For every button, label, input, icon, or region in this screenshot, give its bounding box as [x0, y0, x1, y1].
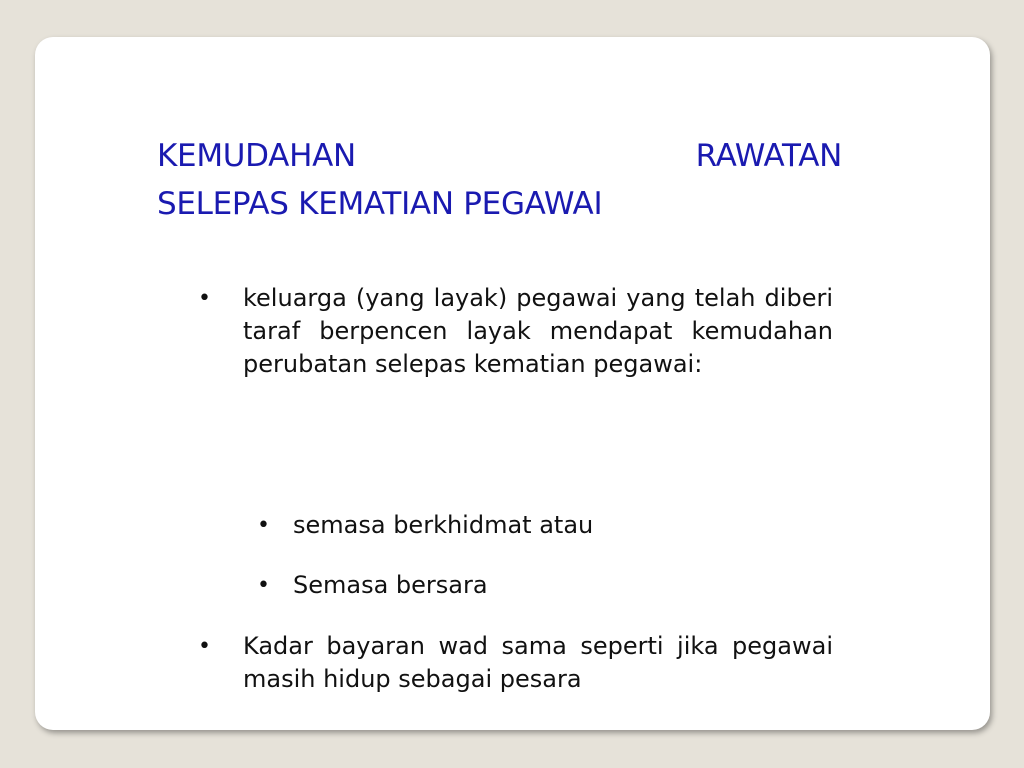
bullet-marker: •: [198, 634, 211, 659]
bullet-marker: •: [257, 573, 270, 598]
bullet-marker: •: [198, 286, 211, 311]
bullet-item-ward-rate: [198, 630, 833, 696]
slide-title: [157, 132, 842, 228]
bullet-text: Semasa bersara: [293, 571, 488, 599]
title-line-1: KEMUDAHAN RAWATAN: [157, 138, 842, 174]
bullet-marker: •: [257, 513, 270, 538]
bullet-text: semasa berkhidmat atau: [293, 511, 594, 539]
title-line-2: SELEPAS KEMATIAN PEGAWAI: [157, 186, 603, 222]
bullet-text: Kadar bayaran wad sama seperti jika pegawai masih hidup sebagai pesara: [243, 632, 833, 693]
bullet-item-eligibility: [198, 282, 833, 381]
sub-bullet-item-serving: [257, 509, 813, 542]
sub-bullet-item-retired: [257, 569, 813, 602]
bullet-text: keluarga (yang layak) pegawai yang telah diberi taraf berpencen layak mendapat kemudahan perubatan selepas kematian pegawai:: [243, 284, 833, 378]
